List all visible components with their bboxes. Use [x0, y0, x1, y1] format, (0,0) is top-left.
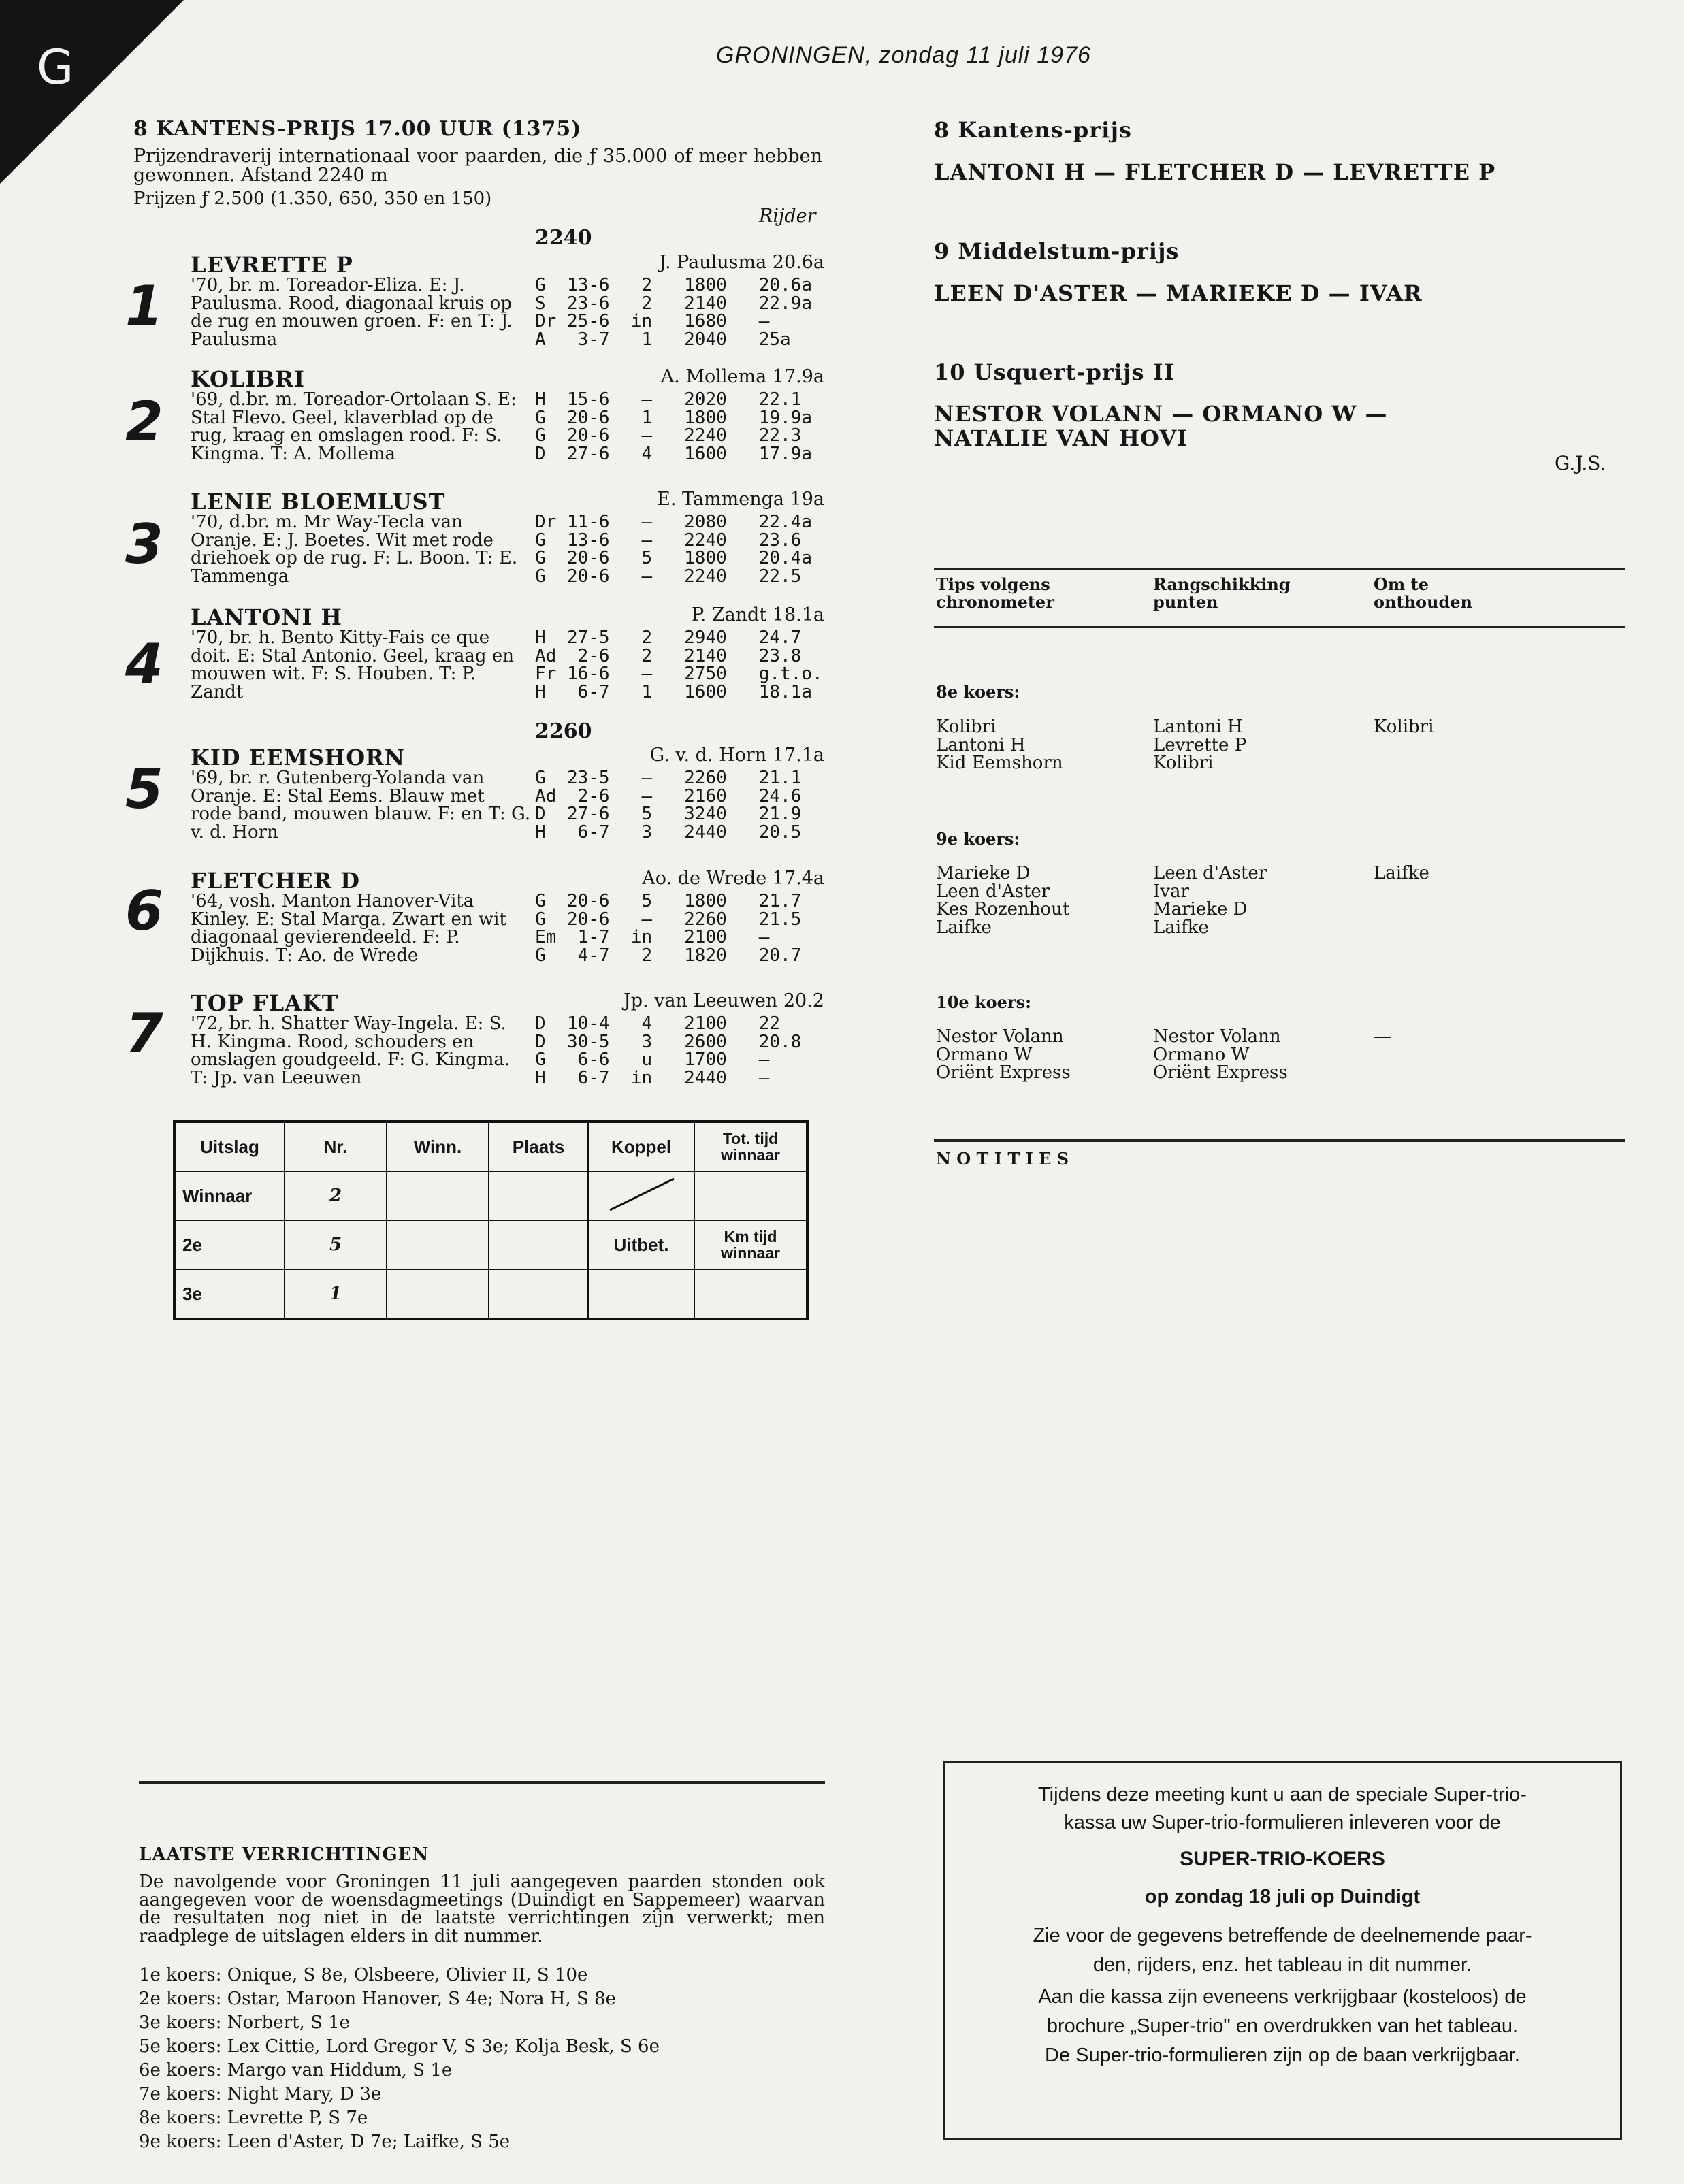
laatste-line: 9e koers: Leen d'Aster, D 7e; Laifke, S 5e [139, 2132, 511, 2152]
horse-name: LENIE BLOEMLUST [191, 489, 446, 515]
run-line: G 20-6 1 1800 19.9a [535, 407, 812, 428]
koers-label: 8e koers: [936, 682, 1020, 702]
run-line: D 27-6 5 3240 21.9 [535, 804, 802, 824]
header-winn: Winn. [387, 1122, 489, 1171]
horse-description: '72, br. h. Shatter Way-Ingela. E: S. H. Kingma. Rood, schouders en omslagen goudgeeld. F: G. Kingma. T: Jp. van Leeuwen [191, 1013, 511, 1088]
run-line: Dr 11-6 — 2080 22.4a [535, 512, 812, 532]
tips-col-punten-header: Rangschikking punten [1153, 574, 1291, 612]
right-race-title: 9 Middelstum-prijs [934, 238, 1180, 264]
divider [934, 1139, 1625, 1142]
horse-description: '69, d.br. m. Toreador-Ortolaan S. E: Stal Flevo. Geel, klaverblad op de rug, kraag en omslagen rood. F: S. Kingma. T: A. Mollema [191, 389, 517, 464]
result-row [174, 1269, 807, 1319]
race-description: Prijzendraverij internationaal voor paarden, die ƒ 35.000 of meer hebben gewonnen. Afstand 2240 m [133, 146, 822, 186]
run-line: G 13-6 — 2240 23.6 [535, 529, 802, 551]
km-tijd-cell[interactable] [694, 1269, 807, 1319]
horse-runs [535, 892, 801, 964]
supertrio-box [943, 1761, 1622, 2140]
laatste-line: 3e koers: Norbert, S 1e [139, 2012, 351, 2033]
plaats-cell[interactable] [489, 1220, 588, 1269]
supertrio-title: SUPER-TRIO-KOERS [1180, 1848, 1385, 1870]
handwritten-slash-icon [600, 1173, 682, 1214]
horse-number: 3 [125, 512, 163, 576]
supertrio-line: kassa uw Super-trio-formulieren inleveren voor de [1064, 1812, 1501, 1833]
winn-cell[interactable] [387, 1171, 489, 1220]
run-line: A 3-7 1 2040 25a [535, 329, 791, 350]
distance-label-2240: 2240 [535, 226, 592, 250]
race-prizes: Prijzen ƒ 2.500 (1.350, 650, 350 en 150) [133, 189, 492, 209]
run-line: G 20-6 5 1800 21.7 [535, 891, 802, 911]
km-tijd-label: Km tijd winnaar [694, 1220, 807, 1269]
notities-heading: N O T I T I E S [936, 1149, 1069, 1169]
horse-name: KID EEMSHORN [191, 745, 405, 770]
tip-punten: Leen d'Aster Ivar Marieke D Laifke [1153, 863, 1267, 938]
signature: G.J.S. [1555, 452, 1606, 474]
right-race-title: 8 Kantens-prijs [934, 117, 1132, 143]
distance-label-2260: 2260 [535, 719, 592, 743]
result-header-row [174, 1122, 807, 1171]
koers-label: 9e koers: [936, 829, 1020, 849]
run-line: D 10-4 4 2100 22 [535, 1013, 781, 1034]
horse-description: '64, vosh. Manton Hanover-Vita Kinley. E: Stal Marga. Zwart en wit diagonaal gevierendeeld. F: P. Dijkhuis. T: Ao. de Wrede [191, 891, 506, 966]
horse-name: LANTONI H [191, 604, 342, 630]
right-race-tip: NESTOR VOLANN — ORMANO W — NATALIE VAN HOVI [934, 401, 1388, 451]
run-line: G 4-7 2 1820 20.7 [535, 945, 802, 966]
handwritten-number: 1 [285, 1269, 387, 1319]
supertrio-line: Aan die kassa zijn eveneens verkrijgbaar (kosteloos) de [1038, 1986, 1527, 2008]
horse-number: 4 [125, 632, 163, 696]
horse-runs [535, 513, 812, 585]
run-line: H 27-5 2 2940 24.7 [535, 628, 802, 648]
run-line: Em 1-7 in 2100 — [535, 927, 770, 947]
horse-rider: E. Tammenga 19a [657, 489, 824, 510]
handwritten-number: 2 [285, 1171, 387, 1220]
laatste-line: 1e koers: Onique, S 8e, Olsbeere, Olivier II, S 10e [139, 1965, 588, 1985]
rider-column-header: Rijder [759, 206, 816, 227]
horse-number: 6 [125, 879, 163, 943]
header-tot-tijd: Tot. tijd winnaar [694, 1122, 807, 1171]
laatste-list [139, 1963, 660, 2154]
horse-name: TOP FLAKT [191, 990, 339, 1016]
tip-punten: Nestor Volann Ormano W Oriënt Express [1153, 1026, 1288, 1083]
run-line: G 20-6 — 2240 22.5 [535, 566, 802, 587]
run-line: G 20-6 — 2260 21.5 [535, 909, 802, 930]
run-line: Ad 2-6 2 2140 23.8 [535, 645, 802, 666]
horse-runs [535, 769, 801, 841]
supertrio-line: den, rijders, enz. het tableau in dit nummer. [1092, 1954, 1472, 1976]
laatste-line: 5e koers: Lex Cittie, Lord Gregor V, S 3e; Kolja Besk, S 6e [139, 2036, 660, 2057]
handwritten-number: 5 [285, 1220, 387, 1269]
result-table [173, 1120, 809, 1320]
tip-onthouden: Kolibri [1374, 717, 1434, 737]
tips-col-onthouden-header: Om te onthouden [1374, 574, 1472, 612]
run-line: H 6-7 1 1600 18.1a [535, 681, 812, 702]
horse-rider: J. Paulusma 20.6a [659, 252, 824, 273]
tip-chrono: Nestor Volann Ormano W Oriënt Express [936, 1026, 1071, 1083]
laatste-line: 7e koers: Night Mary, D 3e [139, 2084, 382, 2104]
horse-runs [535, 1015, 801, 1087]
run-line: Fr 16-6 — 2750 g.t.o. [535, 664, 823, 684]
horse-description: '70, d.br. m. Mr Way-Tecla van Oranje. E: J. Boetes. Wit met rode driehoek op de rug. F: L. Boon. T: E. Tammenga [191, 512, 518, 587]
run-line: H 6-7 in 2440 — [535, 1067, 770, 1088]
supertrio-line: Tijdens deze meeting kunt u aan de speciale Super-trio- [1038, 1784, 1527, 1806]
horse-rider: P. Zandt 18.1a [691, 604, 824, 625]
notes-area[interactable] [939, 1177, 1620, 1722]
supertrio-line: De Super-trio-formulieren zijn op de baan verkrijgbaar. [1045, 2044, 1520, 2066]
laatste-title: LAATSTE VERRICHTINGEN [139, 1844, 430, 1865]
run-line: H 6-7 3 2440 20.5 [535, 821, 802, 843]
horse-name: LEVRETTE P [191, 252, 353, 278]
tips-col-chrono-header: Tips volgens chronometer [936, 574, 1054, 612]
supertrio-date: op zondag 18 juli op Duindigt [1144, 1886, 1421, 1908]
run-line: G 23-5 — 2260 21.1 [535, 768, 802, 788]
corner-letter: G [37, 39, 74, 95]
koers-label: 10e koers: [936, 992, 1031, 1012]
run-line: G 20-6 5 1800 20.4a [535, 548, 812, 568]
plaats-cell[interactable] [489, 1171, 588, 1220]
supertrio-line: Zie voor de gegevens betreffende de deelnemende paar- [1033, 1925, 1532, 1946]
horse-runs [535, 629, 823, 701]
horse-number: 2 [125, 390, 163, 453]
header-plaats: Plaats [489, 1122, 588, 1171]
tot-tijd-cell[interactable] [694, 1171, 807, 1220]
uitbet-cell[interactable] [588, 1269, 694, 1319]
race-title: 8 KANTENS-PRIJS 17.00 UUR (1375) [133, 117, 582, 141]
horse-rider: G. v. d. Horn 17.1a [649, 745, 824, 766]
right-race-title: 10 Usquert-prijs II [934, 359, 1175, 385]
horse-number: 7 [125, 1002, 163, 1065]
row-label: 2e [174, 1220, 285, 1269]
run-line: G 20-6 — 2240 22.3 [535, 425, 802, 446]
tip-chrono: Kolibri Lantoni H Kid Eemshorn [936, 717, 1063, 773]
header-koppel: Koppel [588, 1122, 694, 1171]
divider [934, 626, 1625, 628]
divider [934, 568, 1625, 570]
horse-runs [535, 276, 812, 348]
laatste-line: 8e koers: Levrette P, S 7e [139, 2108, 368, 2128]
horse-runs [535, 391, 812, 463]
result-row [174, 1220, 807, 1269]
laatste-line: 6e koers: Margo van Hiddum, S 1e [139, 2060, 453, 2081]
horse-rider: A. Mollema 17.9a [660, 366, 824, 387]
koppel-cell[interactable] [588, 1171, 694, 1220]
tip-onthouden: — [1374, 1026, 1391, 1047]
horse-name: KOLIBRI [191, 366, 305, 392]
run-line: Ad 2-6 — 2160 24.6 [535, 785, 802, 806]
tip-chrono: Marieke D Leen d'Aster Kes Rozenhout Laifke [936, 863, 1070, 938]
horse-description: '70, br. m. Toreador-Eliza. E: J. Paulusma. Rood, diagonaal kruis op de rug en mouwen groen. F: en T: J. Paulusma [191, 275, 513, 350]
horse-rider: Jp. van Leeuwen 20.2 [623, 990, 824, 1011]
run-line: Dr 25-6 in 1680 — [535, 311, 770, 331]
row-label: Winnaar [174, 1171, 285, 1220]
run-line: G 6-6 u 1700 — [535, 1049, 770, 1070]
run-line: S 23-6 2 2140 22.9a [535, 293, 812, 314]
laatste-line: 2e koers: Ostar, Maroon Hanover, S 4e; Nora H, S 8e [139, 1989, 616, 2009]
horse-description: '69, br. r. Gutenberg-Yolanda van Oranje. E: Stal Eems. Blauw met rode band, mouwen blauw. F: en T: G. v. d. Horn [191, 768, 531, 843]
run-line: H 15-6 — 2020 22.1 [535, 389, 802, 410]
run-line: D 30-5 3 2600 20.8 [535, 1031, 802, 1052]
winn-cell[interactable] [387, 1269, 489, 1319]
row-label: 3e [174, 1269, 285, 1319]
supertrio-line: brochure „Super-trio" en overdrukken van het tableau. [1046, 2015, 1519, 2037]
laatste-intro: De navolgende voor Groningen 11 juli aangegeven paarden stonden ook aangegeven voor de woensdagmeetings (Duindigt en Sappemeer) waarvan de resultaten nog niet in de laatste verrichtingen zijn verwerkt; men raadplege de uitslagen elders in dit nummer. [139, 1872, 825, 1946]
run-line: D 27-6 4 1600 17.9a [535, 443, 812, 464]
horse-number: 5 [125, 757, 163, 821]
horse-description: '70, br. h. Bento Kitty-Fais ce que doit. E: Stal Antonio. Geel, kraag en mouwen wit. F: S. Houben. T: P. Zandt [191, 628, 514, 702]
horse-name: FLETCHER D [191, 868, 360, 894]
uitbet-label: Uitbet. [588, 1220, 694, 1269]
header-uitslag: Uitslag [174, 1122, 285, 1171]
divider [139, 1781, 825, 1784]
right-race-tip: LEEN D'ASTER — MARIEKE D — IVAR [934, 280, 1423, 306]
winn-cell[interactable] [387, 1220, 489, 1269]
tip-punten: Lantoni H Levrette P Kolibri [1153, 717, 1247, 773]
right-race-tip: LANTONI H — FLETCHER D — LEVRETTE P [934, 159, 1496, 185]
horse-rider: Ao. de Wrede 17.4a [642, 868, 824, 889]
header-nr: Nr. [285, 1122, 387, 1171]
page-header: GRONINGEN, zondag 11 juli 1976 [716, 42, 1091, 68]
tip-onthouden: Laifke [1374, 863, 1429, 883]
result-row [174, 1171, 807, 1220]
plaats-cell[interactable] [489, 1269, 588, 1319]
horse-number: 1 [125, 274, 163, 338]
run-line: G 13-6 2 1800 20.6a [535, 275, 812, 295]
